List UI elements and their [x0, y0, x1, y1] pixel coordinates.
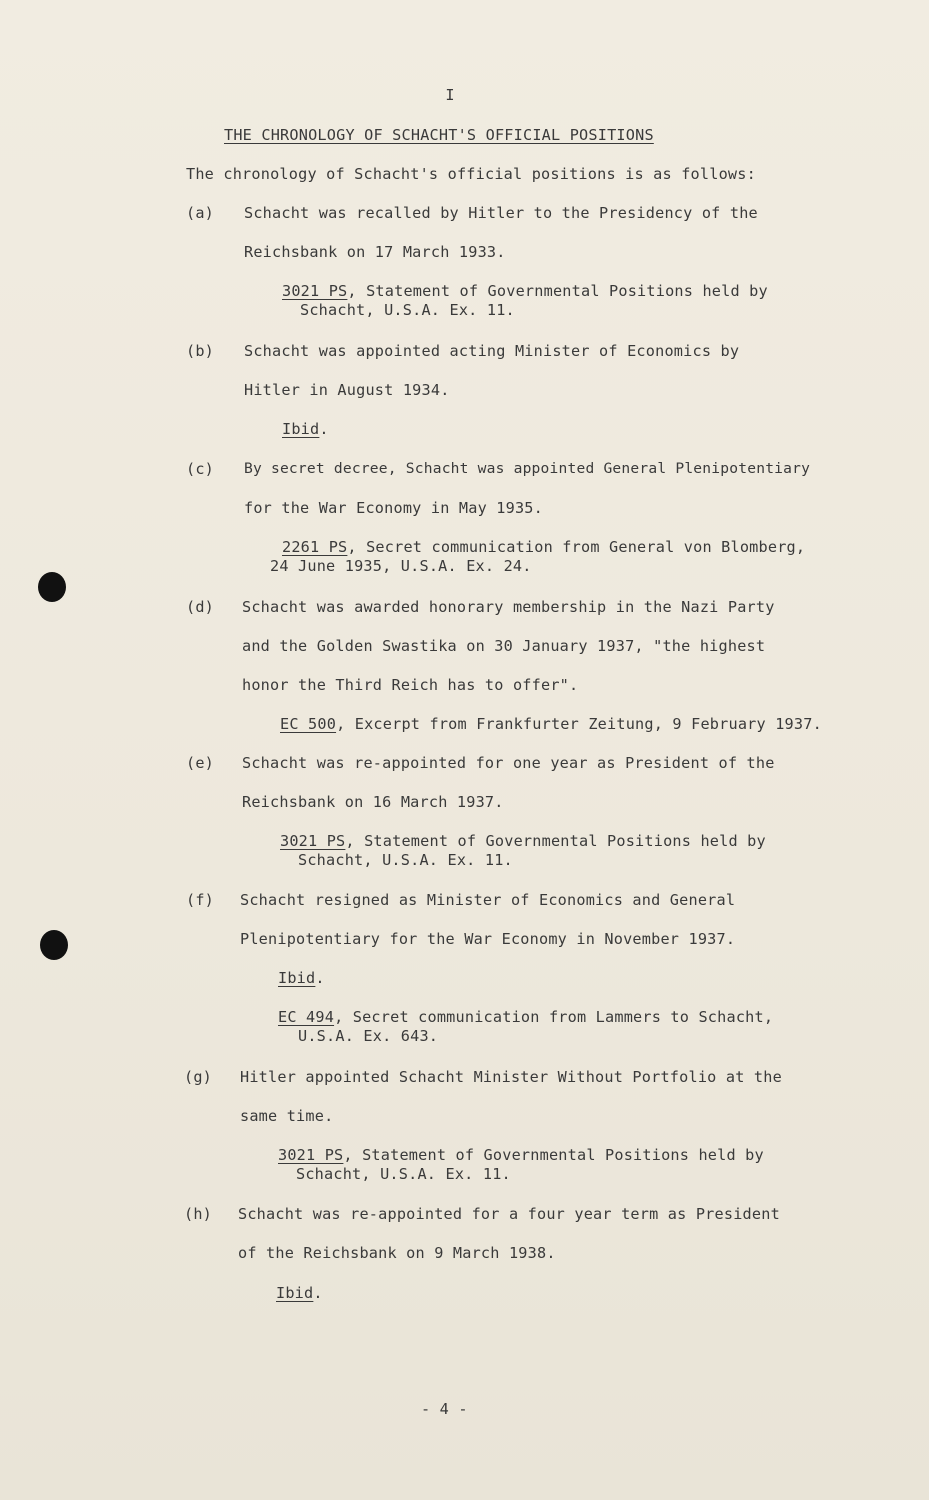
reference-text: , Statement of Governmental Positions held by — [345, 832, 766, 850]
reference-doc: 3021 PS — [280, 832, 346, 850]
item-line: for the War Economy in May 1935. — [244, 499, 543, 517]
reference-text: , Excerpt from Frankfurter Zeitung, 9 February 1937. — [336, 715, 822, 733]
reference-continuation: Schacht, U.S.A. Ex. 11. — [298, 851, 513, 869]
item-line: Schacht was re-appointed for a four year term as President — [238, 1205, 780, 1223]
reference-text: . — [315, 969, 325, 987]
item-line: honor the Third Reich has to offer". — [242, 676, 579, 694]
reference-line — [280, 832, 766, 850]
item-line: Schacht was appointed acting Minister of Economics by — [244, 342, 740, 360]
reference-line — [280, 715, 822, 733]
item-label: (g) — [184, 1068, 213, 1086]
reference-line — [278, 1008, 773, 1026]
item-line: Hitler in August 1934. — [244, 381, 450, 399]
item-label: (c) — [186, 460, 215, 478]
item-line: Reichsbank on 17 March 1933. — [244, 243, 506, 261]
reference-doc: EC 494 — [278, 1008, 335, 1026]
reference-text: , Secret communication from Lammers to Schacht, — [334, 1008, 774, 1026]
item-label: (a) — [186, 204, 215, 222]
item-line: and the Golden Swastika on 30 January 1937, "the highest — [242, 637, 766, 655]
reference-line — [282, 282, 768, 300]
reference-doc: Ibid — [282, 420, 320, 438]
reference-line — [282, 420, 329, 438]
page-heading: THE CHRONOLOGY OF SCHACHT'S OFFICIAL POSITIONS — [224, 126, 654, 144]
item-line: Reichsbank on 16 March 1937. — [242, 793, 504, 811]
reference-doc: 3021 PS — [278, 1146, 344, 1164]
reference-line — [282, 538, 805, 556]
reference-continuation: Schacht, U.S.A. Ex. 11. — [300, 301, 515, 319]
item-label: (d) — [186, 598, 215, 616]
item-line: same time. — [240, 1107, 334, 1125]
reference-continuation: 24 June 1935, U.S.A. Ex. 24. — [270, 557, 532, 575]
reference-continuation: Schacht, U.S.A. Ex. 11. — [296, 1165, 511, 1183]
item-line: of the Reichsbank on 9 March 1938. — [238, 1244, 556, 1262]
reference-text: . — [319, 420, 329, 438]
reference-text: , Statement of Governmental Positions held by — [347, 282, 768, 300]
item-label: (e) — [186, 754, 215, 772]
page-number-bottom: - 4 - — [421, 1400, 468, 1418]
item-line: Plenipotentiary for the War Economy in November 1937. — [240, 930, 736, 948]
reference-text: . — [313, 1284, 323, 1302]
reference-doc: 3021 PS — [282, 282, 348, 300]
reference-text: , Secret communication from General von Blomberg, — [347, 538, 806, 556]
item-line: Schacht was recalled by Hitler to the Presidency of the — [244, 204, 758, 222]
intro-text: The chronology of Schacht's official positions is as follows: — [186, 165, 756, 183]
item-line: Schacht was re-appointed for one year as President of the — [242, 754, 775, 772]
reference-line — [276, 1284, 323, 1302]
page-number-top: I — [445, 86, 455, 104]
reference-doc: Ibid — [276, 1284, 314, 1302]
reference-text: , Statement of Governmental Positions held by — [343, 1146, 764, 1164]
item-line: Schacht was awarded honorary membership in the Nazi Party — [242, 598, 775, 616]
reference-doc: Ibid — [278, 969, 316, 987]
reference-line — [278, 969, 325, 987]
reference-line — [278, 1146, 764, 1164]
item-line: By secret decree, Schacht was appointed General Plenipotentiary — [244, 460, 811, 477]
reference-continuation: U.S.A. Ex. 643. — [298, 1027, 439, 1045]
item-label: (h) — [184, 1205, 213, 1223]
punch-hole-top — [38, 572, 66, 602]
item-label: (b) — [186, 342, 215, 360]
punch-hole-bottom — [40, 930, 68, 960]
item-label: (f) — [186, 891, 215, 909]
item-line: Schacht resigned as Minister of Economics and General — [240, 891, 736, 909]
item-line: Hitler appointed Schacht Minister Without Portfolio at the — [240, 1068, 782, 1086]
reference-doc: 2261 PS — [282, 538, 348, 556]
reference-doc: EC 500 — [280, 715, 337, 733]
